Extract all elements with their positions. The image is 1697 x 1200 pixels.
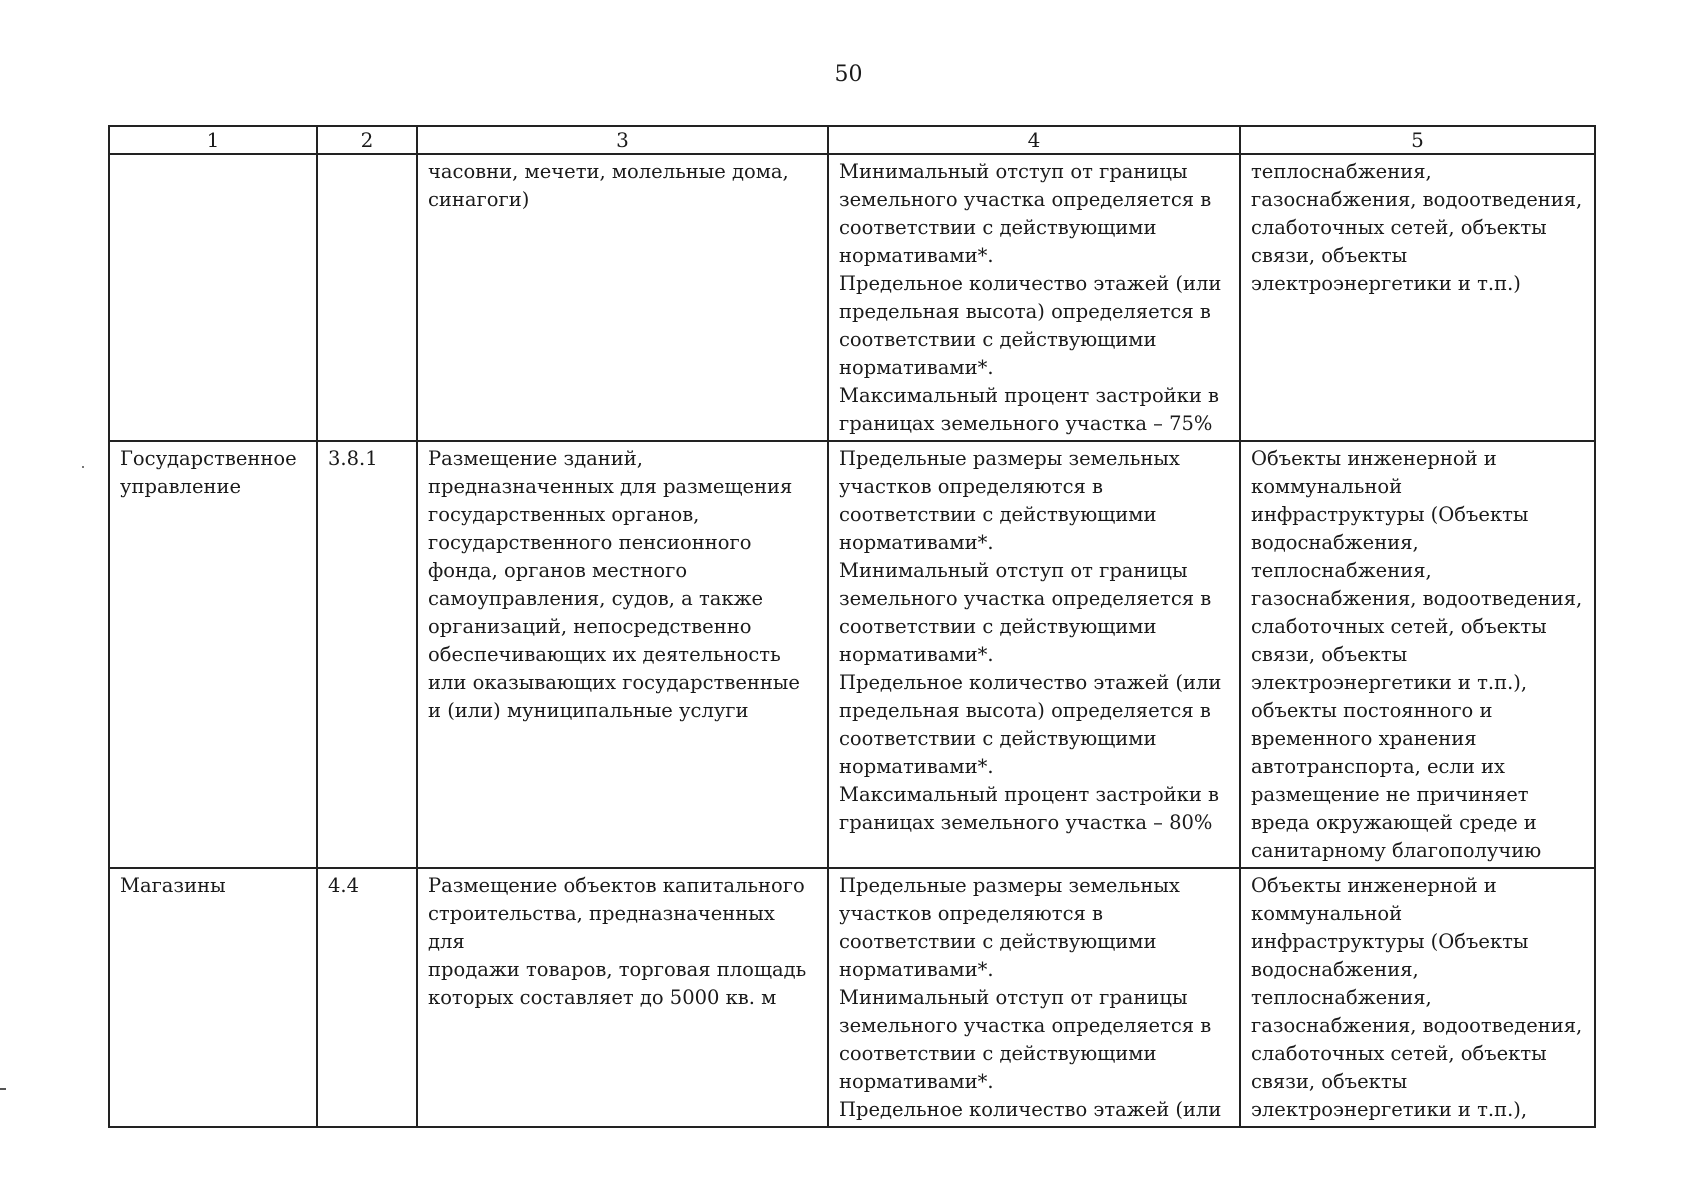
column-header: 3	[417, 126, 828, 154]
parameters-cell: Минимальный отступ от границы земельного участка определяется в соответствии с действующими нормативами*. Предельное количество этажей (или предельная высота) определяется в соответствии с действующими нормативами*. Максимальный процент застройки в границах земельного участка – 75%	[828, 154, 1240, 441]
use-name-cell	[109, 154, 317, 441]
column-header: 1	[109, 126, 317, 154]
use-code-cell: 4.4	[317, 868, 417, 1127]
column-header: 2	[317, 126, 417, 154]
table-row	[109, 154, 1595, 441]
auxiliary-uses-cell: Объекты инженерной и коммунальной инфраструктуры (Объекты водоснабжения, теплоснабжения, газоснабжения, водоотведения, слаботочных сетей, объекты связи, объекты электроэнергетики и т.п.), объекты постоянного и временного хранения автотранспорта, если их размещение не причиняет вреда окружающей среде и санитарному благополучию	[1240, 441, 1595, 868]
scan-speck	[82, 466, 84, 468]
page-number: 50	[834, 62, 863, 87]
auxiliary-uses-cell: теплоснабжения, газоснабжения, водоотведения, слаботочных сетей, объекты связи, объекты электроэнергетики и т.п.)	[1240, 154, 1595, 441]
parameters-cell: Предельные размеры земельных участков определяются в соответствии с действующими нормативами*. Минимальный отступ от границы земельного участка определяется в соответствии с действующими нормативами*. Предельное количество этажей (или предельная высота) определяется в соответствии с действующими нормативами*. Максимальный процент застройки в границах земельного участка – 80%	[828, 441, 1240, 868]
column-header: 4	[828, 126, 1240, 154]
auxiliary-uses-cell: Объекты инженерной и коммунальной инфраструктуры (Объекты водоснабжения, теплоснабжения, газоснабжения, водоотведения, слаботочных сетей, объекты связи, объекты электроэнергетики и т.п.),	[1240, 868, 1595, 1127]
table-row	[109, 441, 1595, 868]
parameters-cell: Предельные размеры земельных участков определяются в соответствии с действующими нормативами*. Минимальный отступ от границы земельного участка определяется в соответствии с действующими нормативами*. Предельное количество этажей (или	[828, 868, 1240, 1127]
use-code-cell	[317, 154, 417, 441]
regulations-table	[108, 125, 1596, 1128]
header-row	[109, 126, 1595, 154]
use-name-cell: Магазины	[109, 868, 317, 1127]
scan-margin-mark	[0, 1088, 6, 1090]
use-code-cell: 3.8.1	[317, 441, 417, 868]
table-row	[109, 868, 1595, 1127]
use-description-cell: часовни, мечети, молельные дома, синагоги)	[417, 154, 828, 441]
use-description-cell: Размещение зданий, предназначенных для размещения государственных органов, государственного пенсионного фонда, органов местного самоуправления, судов, а также организаций, непосредственно обеспечивающих их деятельность или оказывающих государственные и (или) муниципальные услуги	[417, 441, 828, 868]
use-name-cell: Государственное управление	[109, 441, 317, 868]
use-description-cell: Размещение объектов капитального строительства, предназначенных для продажи товаров, торговая площадь которых составляет до 5000 кв. м	[417, 868, 828, 1127]
column-header: 5	[1240, 126, 1595, 154]
